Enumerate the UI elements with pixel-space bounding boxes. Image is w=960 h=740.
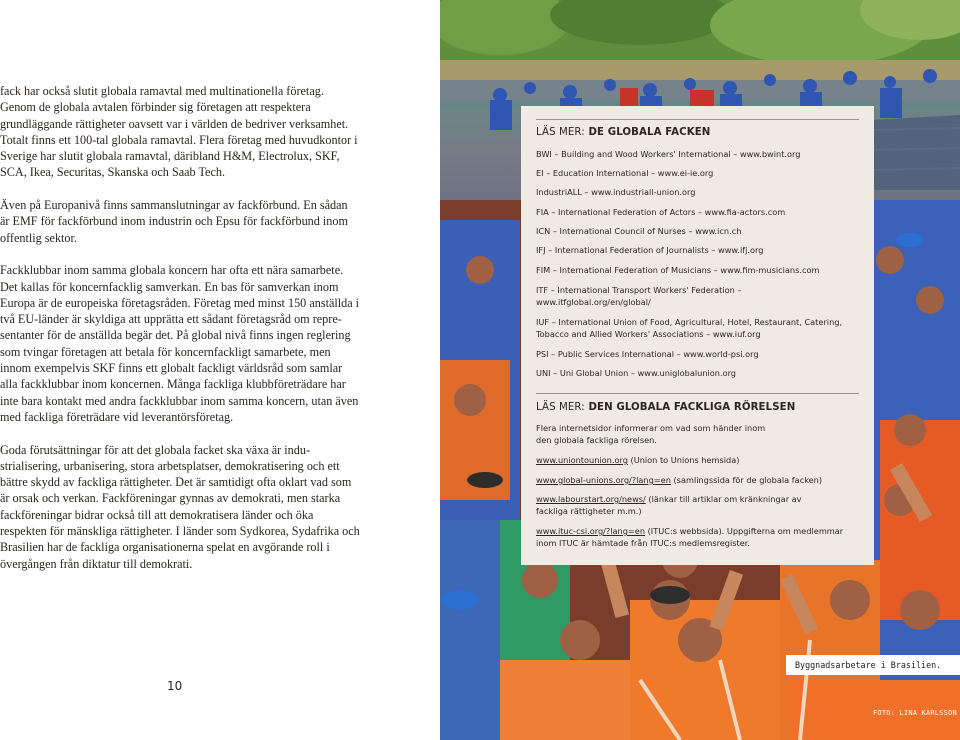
link-description: (Union to Unions hemsida)	[627, 455, 740, 465]
union-item: IndustriALL – www.industriall-union.org	[536, 187, 696, 197]
photo-credit: FOTO: LINA KARLSSON	[873, 709, 957, 717]
web-link[interactable]: www.ituc-csi.org/?lang=en	[536, 526, 646, 536]
divider	[536, 393, 859, 394]
paragraph: Fackklubbar inom samma globala koncern har ofta ett nära samarbete. Det kallas för koncernfacklig samverkan. En bas för samverkan inom Europa är de europeiska företagsråden. Företag med minst 150 anställda i två EU-länder är skyldiga att upprätta ett sådant företagsråd om representanter för de anställda begär det. På global nivå finns ingen reglering som tvingar företagen att betala för koncernfackligt samarbete, men innom exempelvis SKF finns ett globalt fackligt världsråd som samlar alla fackklubbar inom koncernen. Många fackliga klubbföreträdare har inte bara kontakt med andra fackklubbar inom samma koncern, utan även med fackliga företrädare vid leverantörsföretag.	[0, 263, 360, 424]
link-item	[536, 474, 856, 486]
link-item	[536, 454, 856, 466]
union-item: BWI – Building and Wood Workers' International – www.bwint.org	[536, 149, 801, 159]
heading-title: DE GLOBALA FACKEN	[588, 127, 711, 138]
union-item: UNI – Uni Global Union – www.uniglobalunion.org	[536, 368, 737, 378]
web-link[interactable]: www.uniontounion.org	[536, 455, 628, 465]
paragraph: Även på Europanivå finns sammanslutningar av fackförbund. En sådan är EMF för fackförbund inom industrin och Epsu för fackförbund inom offentlig sektor.	[0, 198, 348, 245]
web-link[interactable]: www.labourstart.org/news/	[536, 494, 646, 504]
heading-prefix: LÄS MER:	[536, 127, 585, 138]
section-heading	[536, 402, 795, 413]
divider	[536, 119, 859, 120]
union-item: FIM – International Federation of Musicians – www.fim-musicians.com	[536, 265, 820, 275]
link-description: (ITUC:s webbsida). Uppgifterna om medlemmar inom ITUC är hämtade från ITUC:s medlemsregister.	[536, 526, 844, 549]
heading-title: DEN GLOBALA FACKLIGA RÖRELSEN	[588, 402, 796, 413]
link-description: (samlingssida för de globala facken)	[670, 475, 823, 485]
left-page	[0, 0, 440, 740]
paragraph: Goda förutsättningar för att det globala facket ska växa är industrialisering, urbanisering, stora arbetsplatser, demokratisering och ett bättre skydd av fackliga rättigheter. Det är samtidigt ofta oklart vad som är orsak och verkan. Fackföreningar gynnas av demokrati, men starka fackföreningar bidrar också till att demokratiserа länder och öka respekten för mänskliga rättigheter. I länder som Sydkorea, Sydafrika och Brasilien har de fackliga organisationerna spelat en avgörande roll i övergången från diktatur till demokrati.	[0, 442, 360, 571]
union-item: EI – Education International – www.ei-ie.org	[536, 168, 714, 178]
union-item: ICN – International Council of Nurses – www.icn.ch	[536, 226, 742, 236]
link-description: (länkar till artiklar om kränkningar av fackliga rättigheter m.m.)	[536, 494, 802, 517]
photo-caption: Byggnadsarbetare i Brasilien.	[786, 655, 960, 675]
read-more-box	[521, 106, 874, 565]
page-number: 10	[167, 679, 183, 693]
union-item: IUF – International Union of Food, Agricultural, Hotel, Restaurant, Catering, Tobacco and Allied Workers' Associations – www.iuf.org	[536, 317, 843, 340]
link-item	[536, 525, 856, 550]
union-item: IFJ – International Federation of Journalists – www.ifj.org	[536, 245, 764, 255]
paragraph: fack har också slutit globala ramavtal med multinationella företag. Genom de globala avtalen förbinder sig företagen att respektera grundläggande rättigheter oavsett var i världen de bedriver verksamhet. Totalt finns ett 100-tal globala ramavtal. Flera företag med huvudkontor i Sverige har slutit globala ramavtal, däribland H&M, Electrolux, SKF, SCA, Ikea, Securitas, Skanska och Saab Tech.	[0, 84, 358, 180]
web-link[interactable]: www.global-unions.org/?lang=en	[536, 475, 671, 485]
union-item: PSI – Public Services International – www.world-psi.org	[536, 349, 759, 359]
link-item	[536, 493, 836, 518]
section-heading	[536, 127, 710, 138]
heading-prefix: LÄS MER:	[536, 402, 585, 413]
union-item: ITF – International Transport Workers' Federation – www.itfglobal.org/en/global/	[536, 285, 742, 308]
union-item: FIA – International Federation of Actors – www.fia-actors.com	[536, 207, 786, 217]
intro-text: Flera internetsidor informerar om vad som händer inom den globala fackliga rörelsen.	[536, 423, 766, 446]
body-text	[0, 83, 360, 588]
